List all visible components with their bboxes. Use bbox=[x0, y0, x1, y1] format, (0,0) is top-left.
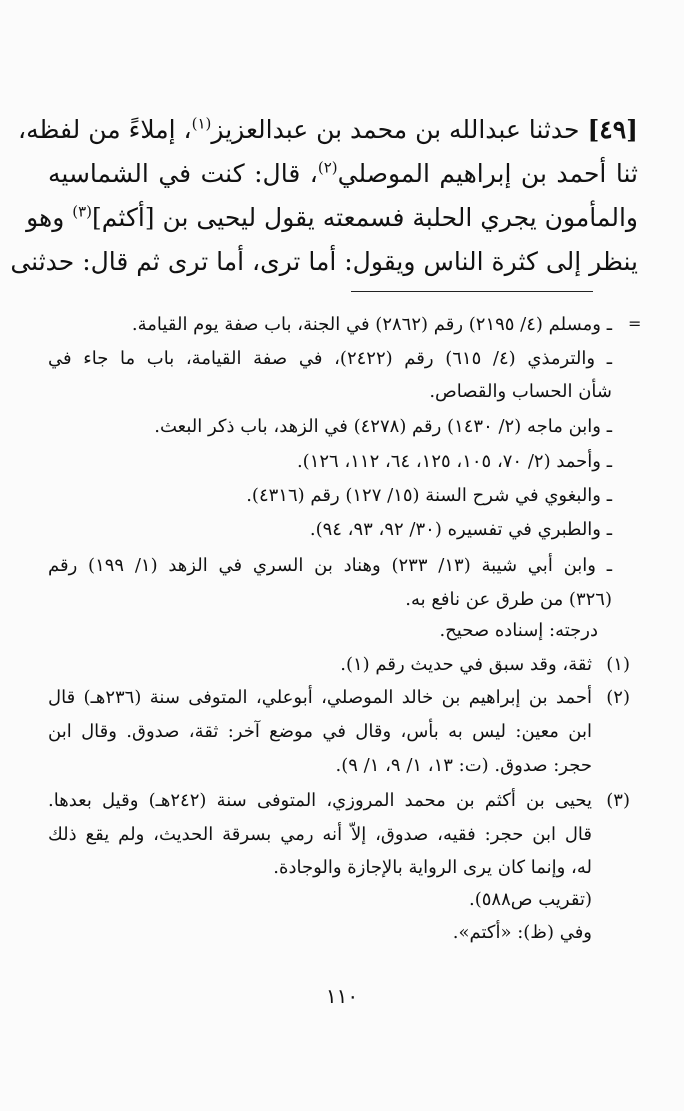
footnote-line: ـ وابن أبي شيبة (١٣/ ٢٣٣) وهناد بن السري في الزهد (١/ ١٩٩) رقم bbox=[48, 555, 613, 576]
text-line: ينظر إلى كثرة الناس ويقول: أما ترى، أما ترى ثم قال: حدثنى bbox=[10, 247, 638, 276]
footnote-line: ابن معين: ليس به بأس، وقال في موضع آخر: ثقة، صدوق. وقال ابن bbox=[48, 721, 592, 742]
footnote-line: له، وإنما كان يرى الرواية بالإجازة والوجادة. bbox=[273, 857, 592, 878]
footnote-label: (٣) bbox=[606, 790, 630, 811]
footnote-label: (٢) bbox=[606, 687, 630, 708]
footnote-line: أحمد بن إبراهيم بن خالد الموصلي، أبوعلي، المتوفى سنة (٢٣٦هـ) قال bbox=[48, 687, 592, 708]
footnote-ref: (١) bbox=[191, 114, 212, 133]
footnote-line: ـ والبغوي في شرح السنة (١٥/ ١٢٧) رقم (٤٣١٦). bbox=[246, 485, 612, 506]
footnote-line: ـ وابن ماجه (٢/ ١٤٣٠) رقم (٤٢٧٨) في الزهد، باب ذكر البعث. bbox=[154, 416, 612, 437]
footnote-line: حجر: صدوق. (ت: ١٣، ١/ ٩، ١/ ٩). bbox=[335, 755, 592, 776]
footnote-line: (تقريب ص٥٨٨). bbox=[468, 889, 592, 910]
footnote-line: يحيى بن أكثم بن محمد المروزي، المتوفى سنة (٢٤٢هـ) وقيل بعدها. bbox=[48, 790, 592, 811]
footnote-separator bbox=[351, 291, 593, 292]
footnote-line: ـ ومسلم (٤/ ٢١٩٥) رقم (٢٨٦٢) في الجنة، باب صفة يوم القيامة. bbox=[131, 314, 612, 335]
hadith-text bbox=[10, 108, 638, 284]
continuation-mark: = bbox=[628, 314, 642, 333]
footnote-ref: (٣) bbox=[72, 202, 93, 221]
text-line: [٤٩] حدثنا عبدالله بن محمد بن عبدالعزيز$^{(١)}$، إملاءً من لفظه، bbox=[18, 114, 638, 144]
footnote-line: قال ابن حجر: فقيه، صدوق، إلاّ أنه رمي بسرقة الحديث، ولم يقع ذلك bbox=[48, 824, 592, 845]
footnote-line: ـ وأحمد (٢/ ٧٠، ١٠٥، ١٢٥، ٦٤، ١١٢، ١٢٦). bbox=[296, 451, 612, 472]
hadith-number: [٤٩] bbox=[587, 115, 638, 144]
text-line: والمأمون يجري الحلبة فسمعته يقول ليحيى بن [أكثم]$^{(٣)}$ وهو bbox=[26, 202, 638, 232]
footnote-line: درجته: إسناده صحيح. bbox=[439, 620, 598, 641]
page-number: ١١٠ bbox=[325, 984, 359, 1008]
footnote-line: وفي (ظ): «أكتم». bbox=[452, 922, 592, 943]
footnote-ref: (٢) bbox=[317, 158, 338, 177]
footnote-label: (١) bbox=[606, 654, 630, 675]
text-line: ثنا أحمد بن إبراهيم الموصلي$^{(٢)}$، قال: كنت في الشماسيه bbox=[48, 158, 638, 188]
footnote-line: ـ والطبري في تفسيره (٣٠/ ٩٢، ٩٣، ٩٤). bbox=[309, 519, 612, 540]
footnote-line: (٣٢٦) من طرق عن نافع به. bbox=[405, 589, 612, 610]
footnote-line: ثقة، وقد سبق في حديث رقم (١). bbox=[340, 654, 592, 675]
footnote-line: ـ والترمذي (٤/ ٦١٥) رقم (٢٤٢٢)، في صفة القيامة، باب ما جاء في bbox=[48, 348, 613, 369]
footnote-line: شأن الحساب والقصاص. bbox=[429, 381, 612, 402]
